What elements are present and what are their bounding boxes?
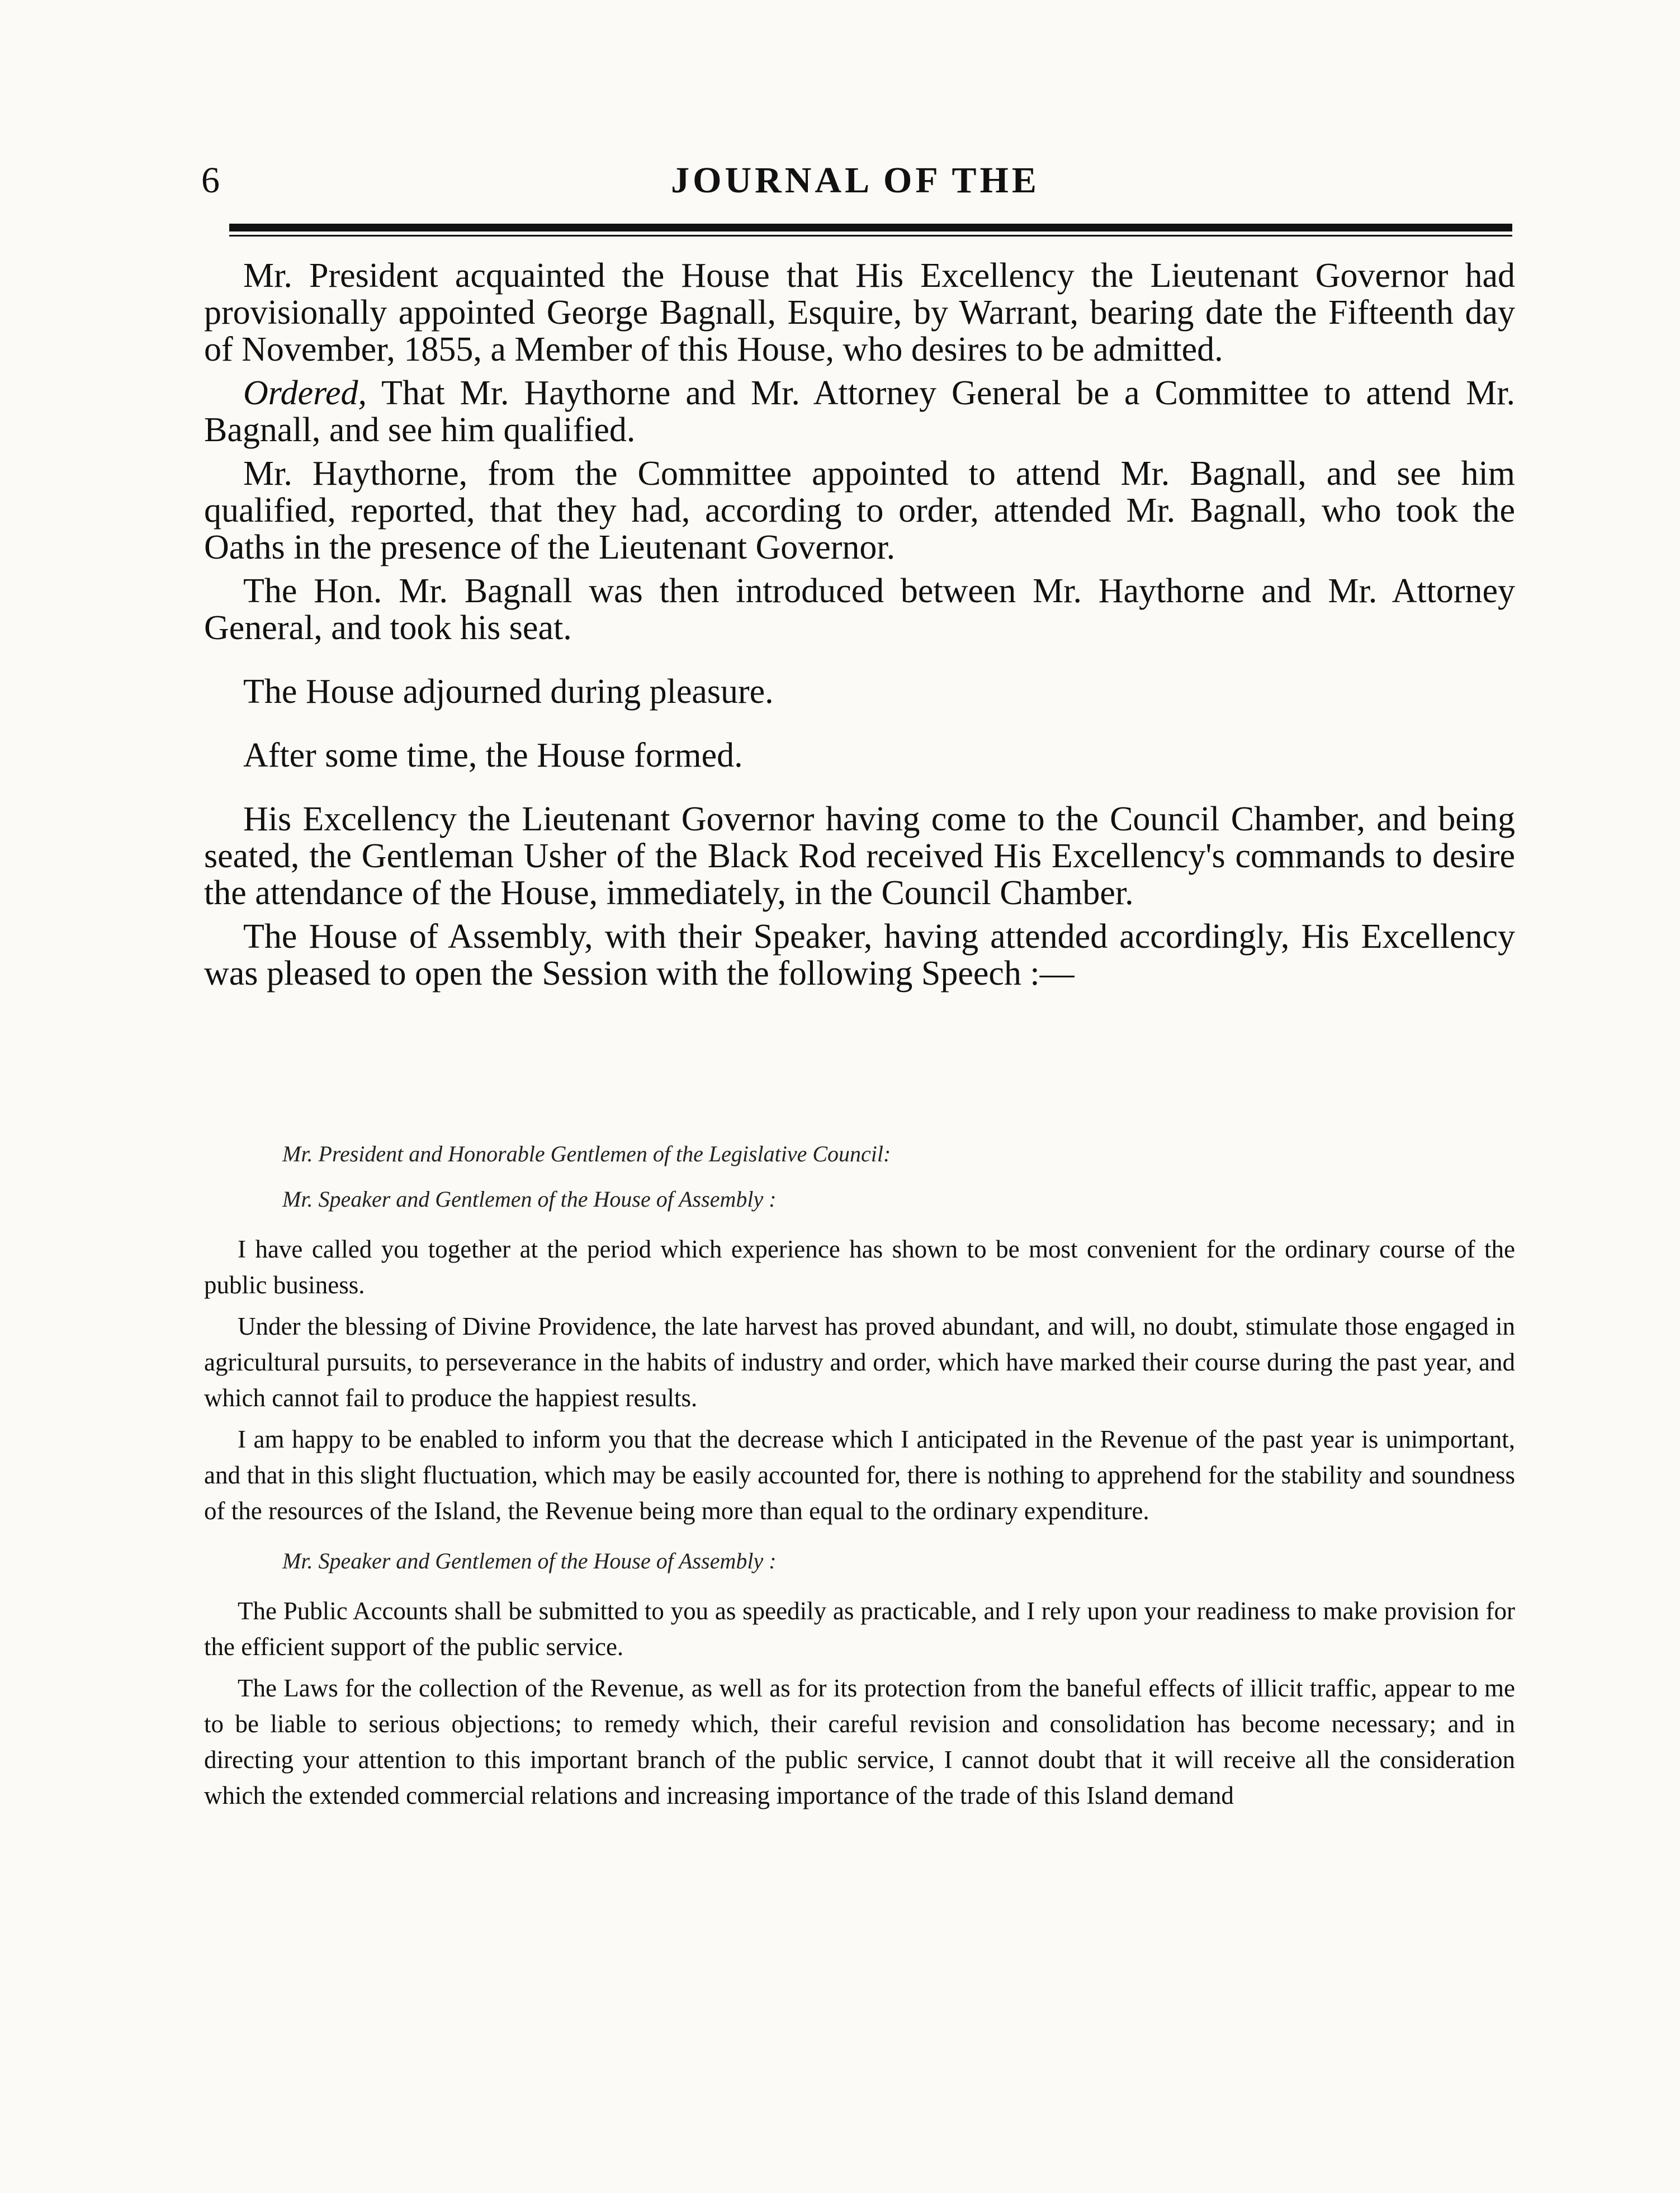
speech-section: [204, 1141, 1515, 1819]
page-header: [201, 159, 1509, 221]
running-head: JOURNAL OF THE: [671, 160, 1040, 201]
paragraph-adjourned: The House adjourned during pleasure.: [243, 673, 774, 711]
paragraph-committee-report: Mr. Haythorne, from the Committee appointed to attend Mr. Bagnall, and see him qualified, reported, that they had, according to order, attended Mr. Bagnall, who took the Oaths in the presence of the Lieutenant Governor.: [204, 455, 1515, 566]
speech-paragraph: Under the blessing of Divine Providence, the late harvest has proved abundant, and will, no doubt, stimulate those engaged in agricultural pursuits, to perseverance in the habits of industry and order, which have marked their course during the past year, and which cannot fail to produce the happiest results.: [204, 1312, 1515, 1412]
ordered-text: That Mr. Haythorne and Mr. Attorney General be a Committee to attend Mr. Bagnall, and see him qualified.: [204, 374, 1515, 449]
paragraph-ordered: [204, 375, 1515, 448]
paragraph-formed: After some time, the House formed.: [243, 736, 743, 774]
paragraph-speech-intro: The House of Assembly, with their Speaker, having attended accordingly, His Excellency was pleased to open the Session with the following Speech :—: [204, 918, 1515, 992]
address-house-of-assembly: Mr. Speaker and Gentlemen of the House of Assembly :: [282, 1187, 777, 1212]
address-legislative-council: Mr. President and Honorable Gentlemen of the Legislative Council:: [282, 1141, 891, 1166]
ordered-lead: Ordered,: [243, 374, 367, 412]
speech-paragraph: I am happy to be enabled to inform you that the decrease which I anticipated in the Revenue of the past year is unimportant, and that in this slight fluctuation, which may be easily accounted for, there is nothing to apprehend for the stability and soundness of the resources of the Island, the Revenue being more than equal to the ordinary expenditure.: [204, 1425, 1515, 1525]
paragraph-introduced: The Hon. Mr. Bagnall was then introduced between Mr. Haythorne and Mr. Attorney General, and took his seat.: [204, 572, 1515, 647]
paragraph-council-chamber: His Excellency the Lieutenant Governor having come to the Council Chamber, and being seated, the Gentleman Usher of the Black Rod received His Excellency's commands to desire the attendance of the House, immediately, in the Council Chamber.: [204, 800, 1515, 912]
paragraph-appointment: Mr. President acquainted the House that His Excellency the Lieutenant Governor had provisionally appointed George Bagnall, Esquire, by Warrant, bearing date the Fifteenth day of November, 1855, a Member of this House, who desires to be admitted.: [204, 257, 1515, 368]
speech-paragraph: The Public Accounts shall be submitted to you as speedily as practicable, and I rely upon your readiness to make provision for the efficient support of the public service.: [204, 1597, 1515, 1661]
speech-paragraph: The Laws for the collection of the Revenue, as well as for its protection from the baneful effects of illicit traffic, appear to me to be liable to serious objections; to remedy which, their careful revision and consolidation has become necessary; and in directing your attention to this important branch of the public service, I cannot doubt that it will receive all the consideration which the extended commercial relations and increasing importance of the trade of this Island demand: [204, 1674, 1515, 1809]
journal-body: [204, 257, 1515, 999]
header-rule-thin: [229, 235, 1512, 237]
speech-paragraph: I have called you together at the period which experience has shown to be most convenient for the ordinary course of the public business.: [204, 1235, 1515, 1299]
page-number: 6: [201, 160, 220, 201]
header-rule-thick: [229, 224, 1512, 231]
address-house-of-assembly-second: Mr. Speaker and Gentlemen of the House of Assembly :: [282, 1548, 777, 1573]
